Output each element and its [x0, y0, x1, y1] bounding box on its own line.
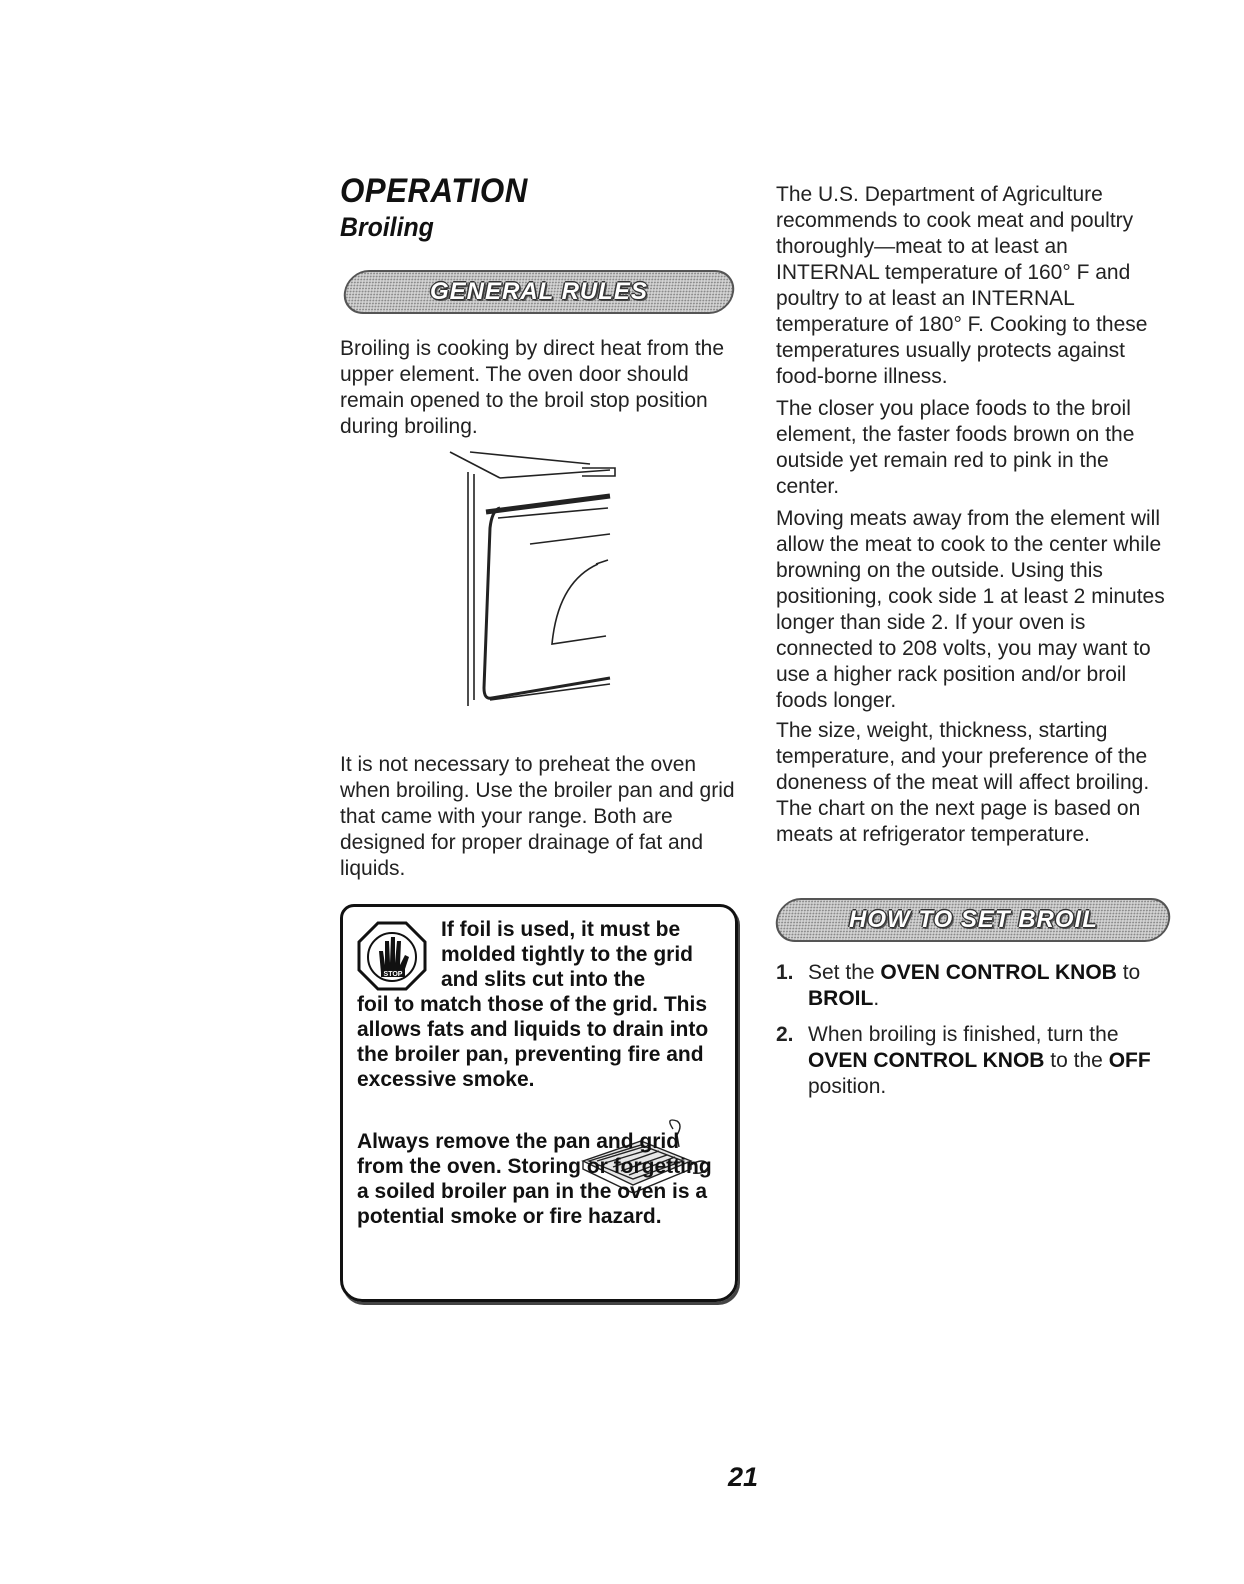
- step-item: [776, 960, 1168, 1012]
- step-text-mid: to: [1116, 961, 1141, 984]
- foil-warning-lead: If foil is used, it must be molded tightly to the grid and slits cut into the: [441, 918, 693, 991]
- step-setting: BROIL: [808, 987, 874, 1010]
- intro-paragraph: Broiling is cooking by direct heat from the upper element. The oven door should remain opened to the broil stop position during broiling.: [340, 337, 725, 438]
- section-subtitle: Broiling: [340, 212, 434, 242]
- step-number: 2.: [776, 1023, 794, 1046]
- broil-steps-list: [776, 960, 1168, 1110]
- closer-paragraph: The closer you place foods to the broil element, the faster foods brown on the outside yet remain red to pink in the center.: [776, 397, 1135, 498]
- foil-warning-rest: foil to match those of the grid. This allows fats and liquids to drain into the broiler pan, preventing fire and excessive smoke.: [357, 993, 709, 1091]
- page-number: 21: [728, 1462, 759, 1492]
- step-text-post: .: [873, 987, 880, 1010]
- section-title: OPERATION: [340, 172, 528, 210]
- safety-warning-box: [340, 904, 738, 1302]
- step-item: [776, 1022, 1168, 1100]
- general-rules-banner: [341, 270, 737, 314]
- remove-pan-warning: Always remove the pan and grid from the oven. Storing or forgetting a soiled broiler pan in the oven is a potential smoke or fire hazard.: [357, 1130, 712, 1228]
- step-text-pre: Set the: [808, 961, 881, 984]
- moving-meats-paragraph: Moving meats away from the element will allow the meat to cook to the center while browning on the outside. Using this positioning, cook side 1 at least 2 minutes longer than side 2. If your oven is connected to 208 volts, you may want to use a higher rack position and/or broil foods longer.: [776, 507, 1165, 712]
- step-text-post: position.: [808, 1075, 887, 1098]
- stop-icon-label: STOP: [383, 971, 403, 978]
- foil-warning: [357, 917, 723, 1092]
- oven-door-illustration: [440, 448, 620, 710]
- preheat-paragraph: It is not necessary to preheat the oven when broiling. Use the broiler pan and grid that came with your range. Both are designed for proper drainage of fat and liquids.: [340, 753, 735, 880]
- usda-paragraph: The U.S. Department of Agriculture recommends to cook meat and poultry thoroughly—meat to at least an INTERNAL temperature of 160° F and poultry to at least an INTERNAL temperature of 180° F. Cooking to these temperatures usually protects against food-borne illness.: [776, 183, 1148, 388]
- step-number: 1.: [776, 961, 794, 984]
- step-knob-name: OVEN CONTROL KNOB: [880, 961, 1117, 984]
- size-weight-paragraph: The size, weight, thickness, starting temperature, and your preference of the doneness of the meat will affect broiling. The chart on the next page is based on meats at refrigerator temperature.: [776, 719, 1150, 846]
- step-text-pre: When broiling is finished, turn the: [808, 1023, 1119, 1046]
- general-rules-banner-text: GENERAL RULES: [430, 278, 648, 305]
- how-to-set-broil-banner: [773, 898, 1173, 942]
- how-to-set-broil-banner-text: HOW TO SET BROIL: [848, 906, 1098, 933]
- step-setting: OFF: [1108, 1049, 1151, 1072]
- step-text-mid: to the: [1044, 1049, 1109, 1072]
- step-knob-name: OVEN CONTROL KNOB: [808, 1049, 1045, 1072]
